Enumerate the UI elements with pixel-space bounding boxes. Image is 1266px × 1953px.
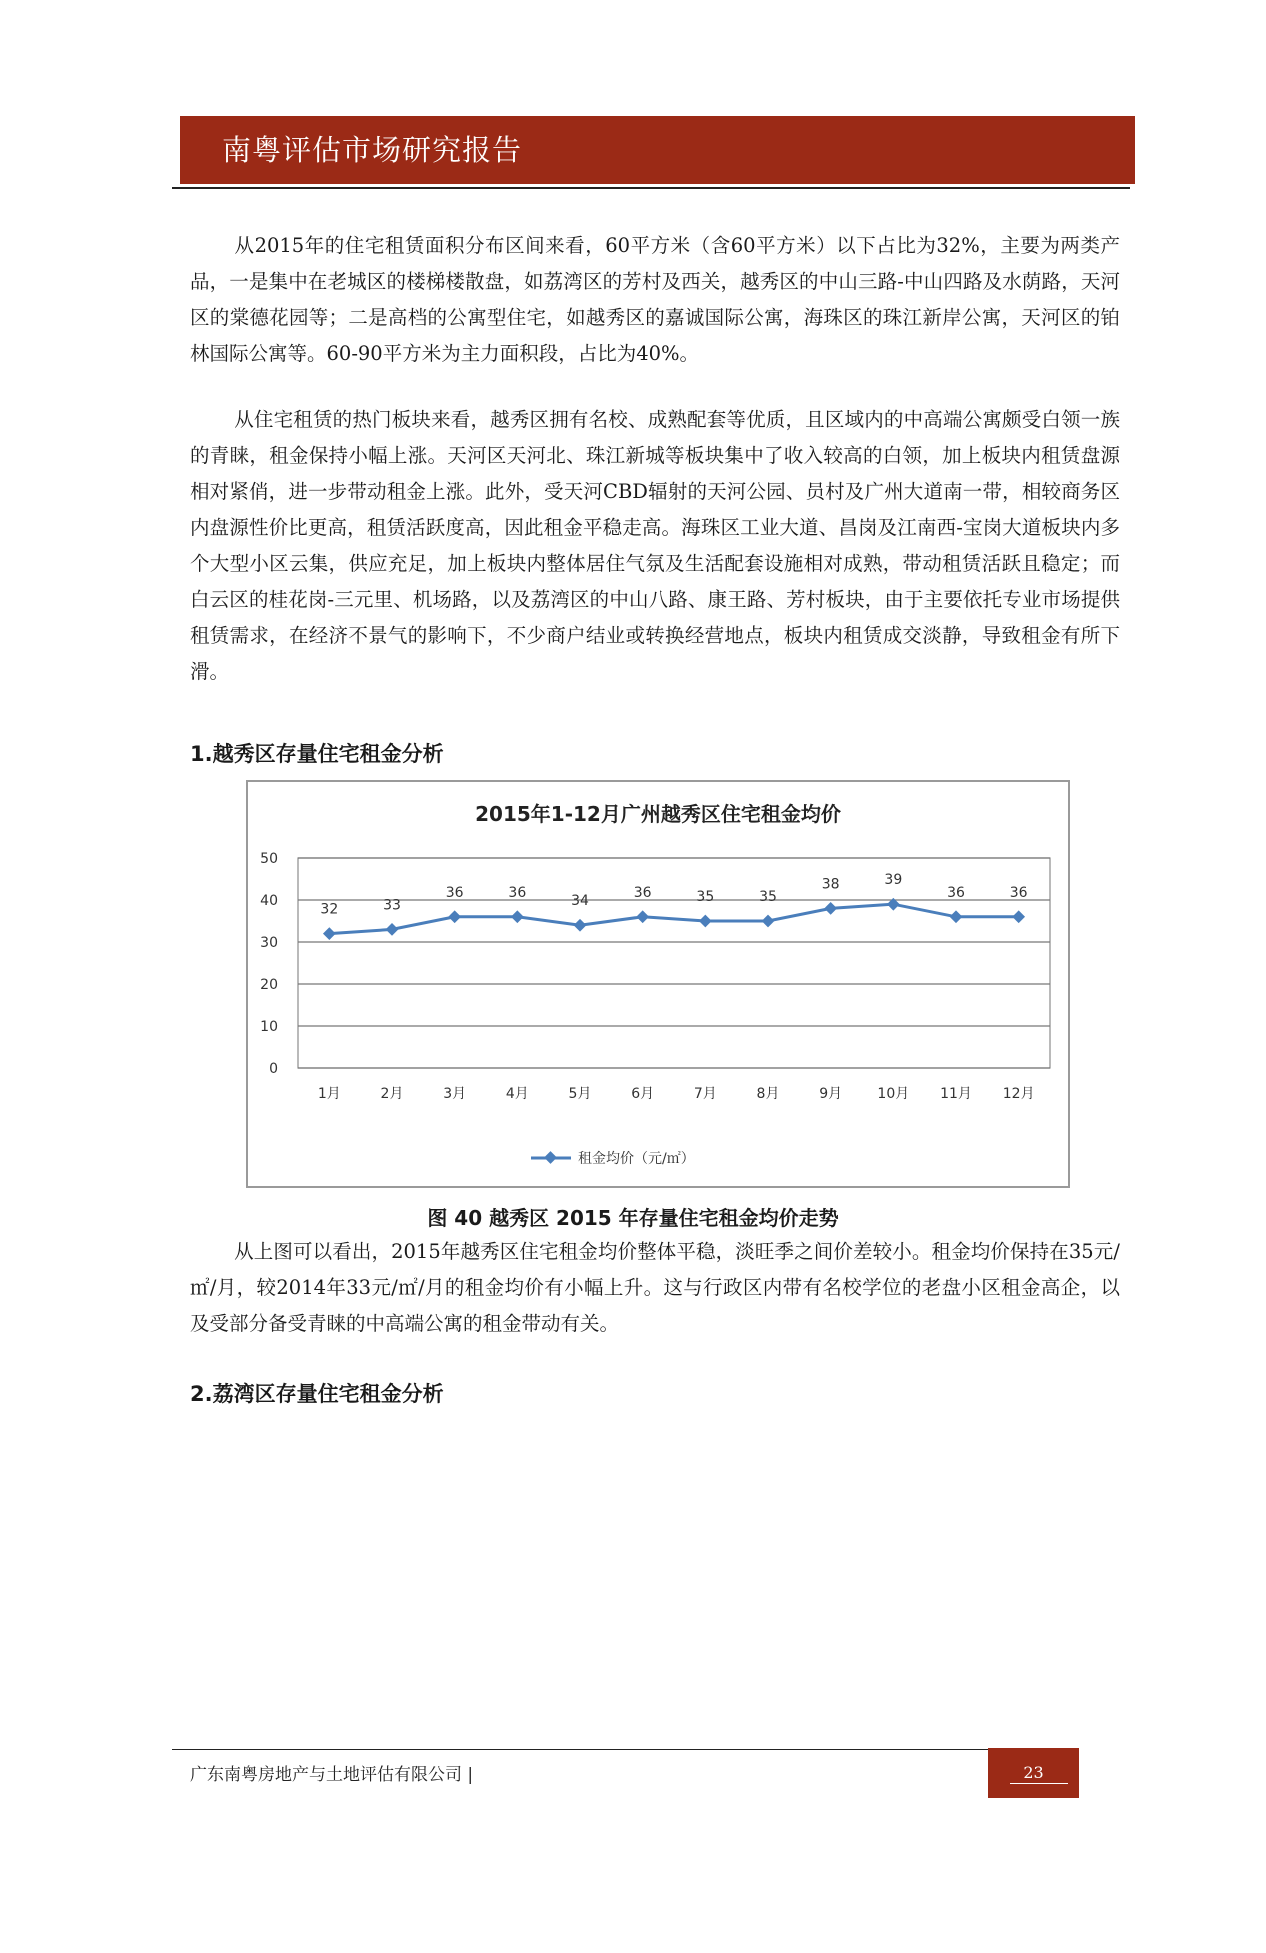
x-tick-label: 8月 xyxy=(756,1086,780,1102)
paragraph-hot-districts xyxy=(190,402,1120,690)
x-tick-label: 9月 xyxy=(819,1086,843,1102)
data-label: 33 xyxy=(383,897,401,914)
data-label: 32 xyxy=(320,901,339,918)
x-tick-label: 2月 xyxy=(380,1086,404,1102)
footer-rule xyxy=(172,1749,990,1750)
chart-title: 2015年1-12月广州越秀区住宅租金均价 xyxy=(475,802,841,826)
paragraph-chart-analysis-text: 从上图可以看出，2015年越秀区住宅租金均价整体平稳，淡旺季之间价差较小。租金均价保持在35元/㎡/月，较2014年33元/㎡/月的租金均价有小幅上升。这与行政区内带有名校学位的老盘小区租金高企，以及受部分备受青睐的中高端公寓的租金带动有关。 xyxy=(190,1240,1120,1335)
data-label: 36 xyxy=(1009,884,1028,901)
x-tick-label: 6月 xyxy=(631,1086,655,1102)
page-number: 23 xyxy=(988,1748,1079,1798)
x-tick-label: 7月 xyxy=(693,1086,717,1102)
data-label: 35 xyxy=(759,889,777,905)
paragraph-hot-districts-text: 从住宅租赁的热门板块来看，越秀区拥有名校、成熟配套等优质，且区域内的中高端公寓颇受白领一族的青睐，租金保持小幅上涨。天河区天河北、珠江新城等板块集中了收入较高的白领，加上板块内租赁盘源相对紧俏，进一步带动租金上涨。此外，受天河CBD辐射的天河公园、员村及广州大道南一带，相较商务区内盘源性价比更高，租赁活跃度高，因此租金平稳走高。海珠区工业大道、昌岗及江南西-宝岗大道板块内多个大型小区云集，供应充足，加上板块内整体居住气氛及生活配套设施相对成熟，带动租赁活跃且稳定；而白云区的桂花岗-三元里、机场路，以及荔湾区的中山八路、康王路、芳村板块，由于主要依托专业市场提供租赁需求，在经济不景气的影响下，不少商户结业或转换经营地点，板块内租赁成交淡静，导致租金有所下滑。 xyxy=(190,408,1120,683)
chart-legend xyxy=(531,1151,695,1167)
y-tick-label: 0 xyxy=(269,1061,278,1077)
rent-line-chart xyxy=(246,780,1070,1188)
plot-area xyxy=(298,858,1050,1068)
data-label: 39 xyxy=(884,872,903,889)
legend-point-marker xyxy=(544,1151,557,1164)
data-label: 34 xyxy=(571,893,589,910)
section-heading-yuexiu: 1.越秀区存量住宅租金分析 xyxy=(190,742,444,766)
chart-svg xyxy=(248,782,1068,1186)
page-number-underline xyxy=(1010,1783,1068,1784)
paragraph-chart-analysis xyxy=(190,1234,1120,1342)
paragraph-area-distribution-text: 从2015年的住宅租赁面积分布区间来看，60平方米（含60平方米）以下占比为32%，主要为两类产品，一是集中在老城区的楼梯楼散盘，如荔湾区的芳村及西关，越秀区的中山三路-中山四路及水荫路，天河区的棠德花园等；二是高档的公寓型住宅，如越秀区的嘉诚国际公寓，海珠区的珠江新岸公寓，天河区的铂林国际公寓等。60-90平方米为主力面积段，占比为40%。 xyxy=(190,234,1120,365)
x-tick-label: 11月 xyxy=(940,1086,972,1102)
data-label: 36 xyxy=(445,884,464,901)
y-tick-label: 20 xyxy=(260,977,278,993)
x-tick-label: 12月 xyxy=(1002,1086,1035,1102)
data-label: 38 xyxy=(821,876,840,893)
legend-label: 租金均价（元/㎡） xyxy=(578,1151,695,1167)
x-tick-label: 10月 xyxy=(877,1086,910,1102)
y-tick-label: 40 xyxy=(260,893,278,909)
y-tick-label: 30 xyxy=(260,935,278,951)
y-tick-label: 50 xyxy=(260,851,278,867)
x-tick-label: 3月 xyxy=(443,1086,467,1102)
data-label: 35 xyxy=(696,889,715,905)
x-tick-label: 5月 xyxy=(568,1086,592,1102)
data-label: 36 xyxy=(947,884,965,901)
figure-caption: 图 40 越秀区 2015 年存量住宅租金均价走势 xyxy=(427,1206,839,1230)
y-tick-label: 10 xyxy=(260,1019,278,1035)
section-heading-liwan: 2.荔湾区存量住宅租金分析 xyxy=(190,1382,444,1406)
data-label: 36 xyxy=(508,884,527,901)
data-label: 36 xyxy=(633,884,652,901)
paragraph-area-distribution xyxy=(190,228,1120,372)
x-tick-label: 4月 xyxy=(505,1086,529,1102)
report-title: 南粤评估市场研究报告 xyxy=(222,133,523,167)
x-tick-label: 1月 xyxy=(317,1086,341,1102)
footer-company: 广东南粤房地产与土地评估有限公司 | xyxy=(190,1765,474,1785)
header-rule xyxy=(172,187,1130,189)
